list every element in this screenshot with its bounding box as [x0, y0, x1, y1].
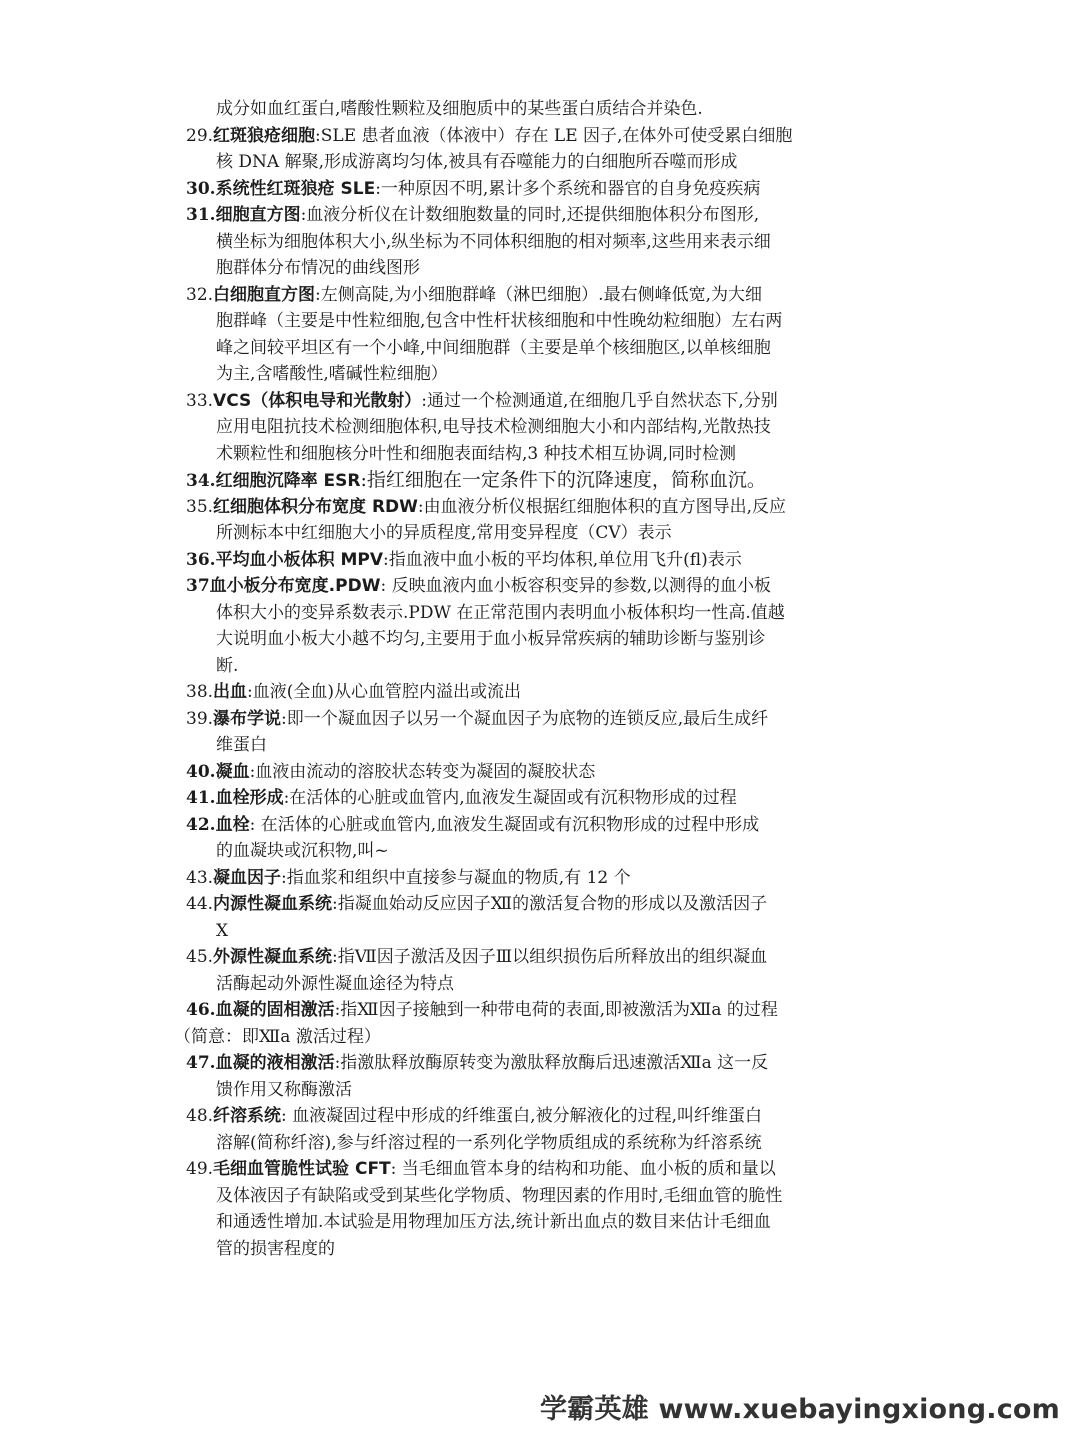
entry-continuation: 成分如血红蛋白,嗜酸性颗粒及细胞质中的某些蛋白质结合并染色. — [216, 99, 703, 119]
entry-40: 40.凝血:血液由流动的溶胶状态转变为凝固的凝胶状态 — [186, 761, 596, 782]
entry-30: 30.系统性红斑狼疮 SLE:一种原因不明,累计多个系统和器官的自身免疫疾病 — [186, 178, 761, 199]
entry-31: 31.细胞直方图:血液分析仪在计数细胞数量的同时,还提供细胞体积分布图形, — [186, 205, 760, 225]
entry-37-line: 断. — [216, 655, 239, 676]
entry-46-line: （简意：即Ⅻa 激活过程） — [174, 1026, 381, 1047]
entry-35-line: 所测标本中红细胞大小的异质程度,常用变异程度（CV）表示 — [216, 523, 672, 543]
entry-44: 44.内源性凝血系统:指凝血始动反应因子Ⅻ的激活复合物的形成以及激活因子 — [186, 894, 768, 914]
entry-48-line: 溶解(简称纤溶),参与纤溶过程的一系列化学物质组成的系统称为纤溶系统 — [216, 1132, 762, 1153]
entry-29: 29.红斑狼疮细胞:SLE 患者血液（体液中）存在 LE 因子,在体外可使受累白细胞 — [186, 125, 793, 146]
entry-35: 35.红细胞体积分布宽度 RDW:由血液分析仪根据红细胞体积的直方图导出,反应 — [186, 496, 787, 517]
entry-37-line: 体积大小的变异系数表示.PDW 在正常范围内表明血小板体积均一性高.值越 — [216, 602, 785, 623]
entry-32-line: 胞群峰（主要是中性粒细胞,包含中性杆状核细胞和中性晚幼粒细胞）左右两 — [216, 311, 783, 331]
entry-32-line: 峰之间较平坦区有一个小峰,中间细胞群（主要是单个核细胞区,以单核细胞 — [216, 337, 771, 358]
entry-37-line: 大说明血小板大小越不均匀,主要用于血小板异常疾病的辅助诊断与鉴别诊 — [216, 629, 766, 649]
site-watermark: 学霸英雄 www.xuebayingxiong.com — [540, 1394, 1060, 1425]
entry-49-line: 及体液因子有缺陷或受到某些化学物质、物理因素的作用时,毛细血管的脆性 — [216, 1185, 783, 1206]
entry-42: 42.血栓: 在活体的心脏或血管内,血液发生凝固或有沉积物形成的过程中形成 — [186, 814, 760, 835]
entry-46: 46.血凝的固相激活:指Ⅻ因子接触到一种带电荷的表面,即被激活为Ⅻa 的过程 — [186, 1000, 778, 1020]
entry-37: 37血小板分布宽度.PDW: 反映血液内血小板容积变异的参数,以测得的血小板 — [186, 576, 771, 596]
document-page — [174, 96, 898, 1262]
entry-47-line: 馈作用又称酶激活 — [216, 1079, 352, 1100]
entry-39-line: 维蛋白 — [216, 735, 267, 755]
entry-43: 43.凝血因子:指血浆和组织中直接参与凝血的物质,有 12 个 — [186, 867, 631, 888]
entry-34: 34.红细胞沉降率 ESR:指红细胞在一定条件下的沉降速度，简称血沉。 — [186, 469, 766, 491]
entry-49-line: 和通透性增加.本试验是用物理加压方法,统计新出血点的数目来估计毛细血 — [216, 1212, 771, 1232]
entry-36: 36.平均血小板体积 MPV:指血液中血小板的平均体积,单位用飞升(fl)表示 — [186, 549, 742, 570]
entry-45: 45.外源性凝血系统:指Ⅶ因子激活及因子Ⅲ以组织损伤后所释放出的组织凝血 — [186, 947, 768, 967]
entry-45-line: 活酶起动外源性凝血途径为特点 — [216, 973, 454, 994]
entry-47: 47.血凝的液相激活:指激肽释放酶原转变为激肽释放酶后迅速激活Ⅻa 这一反 — [186, 1053, 769, 1073]
entry-44-line: Ⅹ — [216, 920, 229, 941]
entry-31-line: 横坐标为细胞体积大小,纵坐标为不同体积细胞的相对频率,这些用来表示细 — [216, 231, 771, 252]
entry-48: 48.纤溶系统: 血液凝固过程中形成的纤维蛋白,被分解液化的过程,叫纤维蛋白 — [186, 1106, 762, 1126]
entry-39: 39.瀑布学说:即一个凝血因子以另一个凝血因子为底物的连锁反应,最后生成纤 — [186, 708, 769, 729]
entry-32: 32.白细胞直方图:左侧高陡,为小细胞群峰（淋巴细胞）.最右侧峰低宽,为大细 — [186, 284, 762, 305]
entry-41: 41.血栓形成:在活体的心脏或血管内,血液发生凝固或有沉积物形成的过程 — [186, 788, 737, 808]
entry-29-line: 核 DNA 解聚,形成游离均匀体,被具有吞噬能力的白细胞所吞噬而形成 — [216, 152, 738, 172]
entry-33-line: 术颗粒性和细胞核分叶性和细胞表面结构,3 种技术相互协调,同时检测 — [216, 443, 737, 464]
entry-33: 33.VCS（体积电导和光散射）:通过一个检测通道,在细胞几乎自然状态下,分别 — [186, 390, 778, 411]
entry-32-line: 为主,含嗜酸性,嗜碱性粒细胞） — [216, 364, 448, 384]
entry-33-line: 应用电阻抗技术检测细胞体积,电导技术检测细胞大小和内部结构,光散热技 — [216, 417, 771, 437]
entry-42-line: 的血凝块或沉积物,叫~ — [216, 841, 389, 861]
entry-31-line: 胞群体分布情况的曲线图形 — [216, 258, 420, 278]
entry-49-line: 管的损害程度的 — [216, 1238, 335, 1259]
entry-38: 38.出血:血液(全血)从心血管腔内溢出或流出 — [186, 682, 522, 702]
entry-49: 49.毛细血管脆性试验 CFT: 当毛细血管本身的结构和功能、血小板的质和量以 — [186, 1159, 776, 1179]
